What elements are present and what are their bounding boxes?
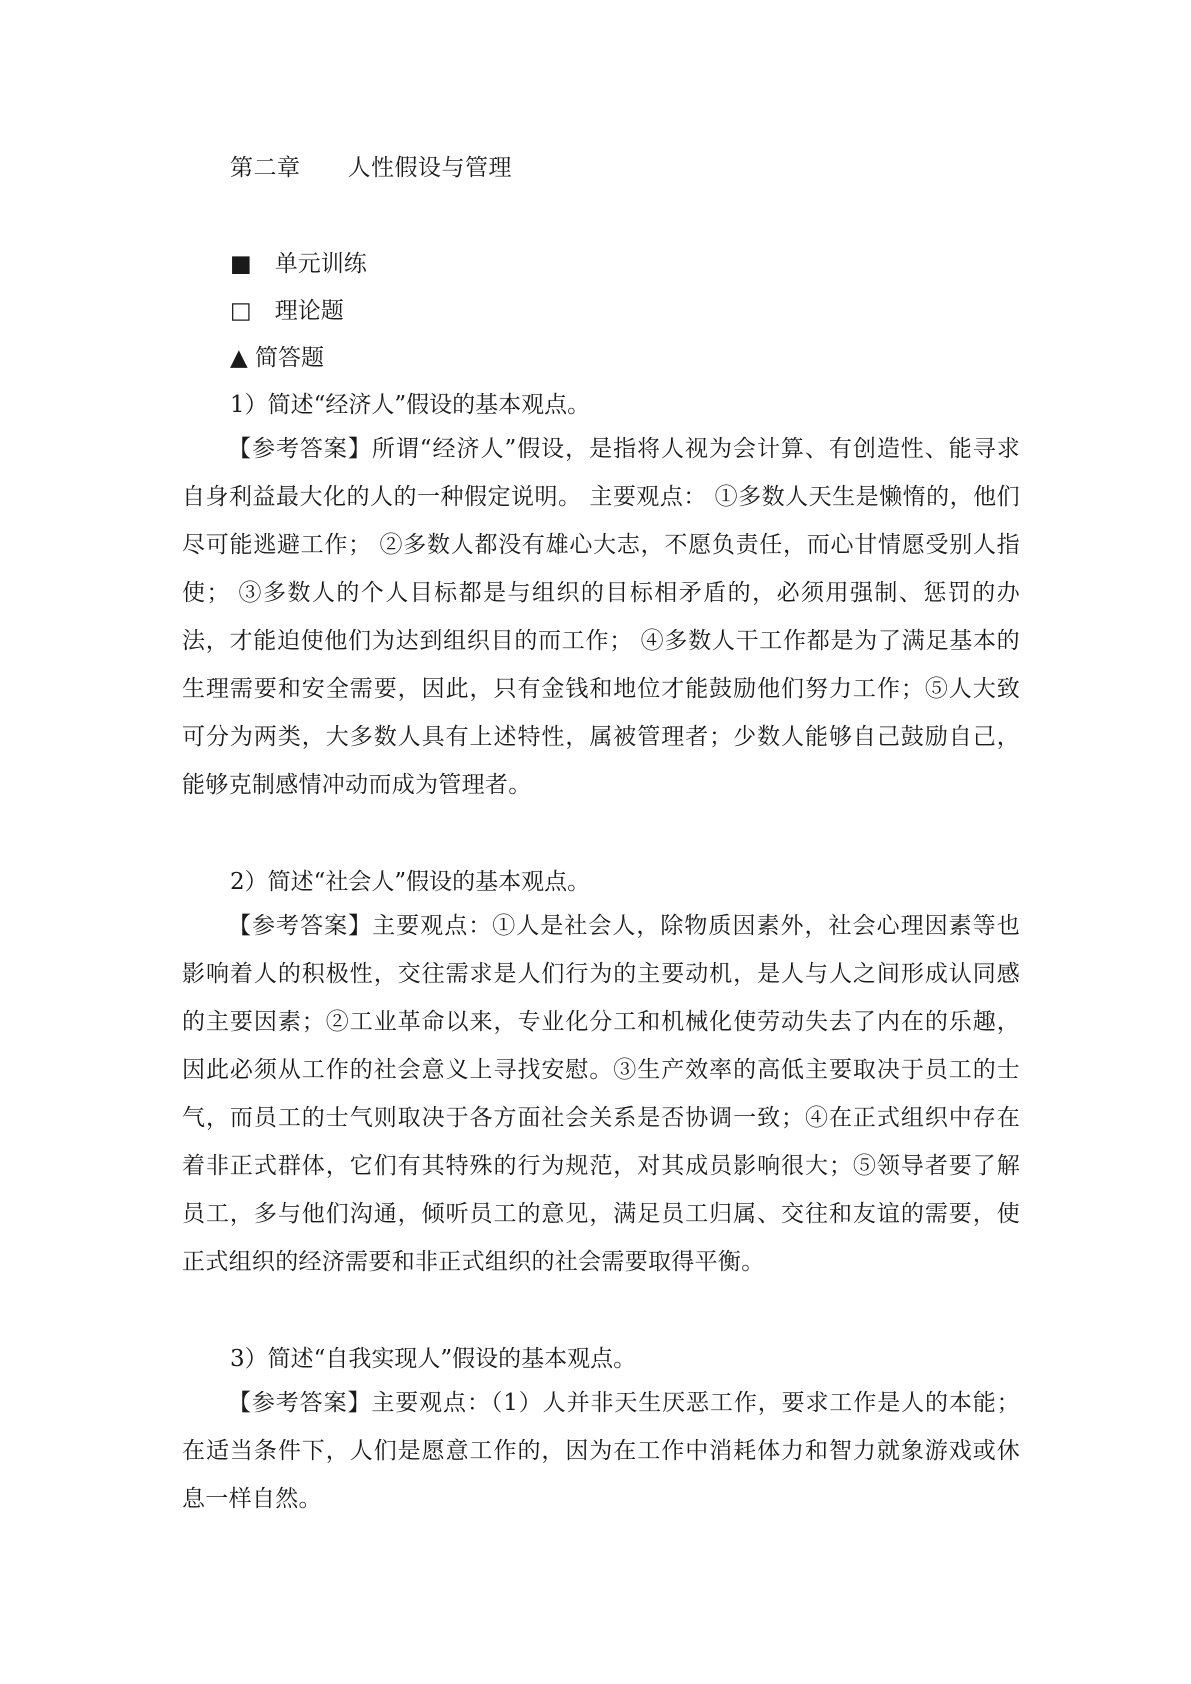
outline-unit-training: ■ 单元训练	[230, 251, 367, 277]
answer-3	[182, 1379, 1020, 1523]
answer-2-label: 【参考答案】	[228, 913, 373, 939]
question-2: 2）简述“社会人”假设的基本观点。	[230, 869, 591, 895]
chapter-title: 第二章 人性假设与管理	[230, 155, 512, 181]
outline-theory: □ 理论题	[230, 298, 344, 324]
answer-2	[182, 902, 1020, 1286]
outline-short-answer: ▲ 简答题	[230, 345, 324, 371]
question-1: 1）简述“经济人”假设的基本观点。	[230, 392, 591, 418]
answer-1-label: 【参考答案】	[228, 436, 372, 462]
answer-3-label: 【参考答案】	[228, 1390, 372, 1416]
answer-1	[182, 425, 1020, 809]
answer-3-text: 主要观点：（1）人并非天生厌恶工作，要求工作是人的本能；在适当条件下，人们是愿意工作的，因为在工作中消耗体力和智力就象游戏或休息一样自然。	[182, 1390, 1020, 1512]
answer-1-text: 所谓“经济人”假设，是指将人视为会计算、有创造性、能寻求自身利益最大化的人的一种假定说明。 主要观点： ①多数人天生是懒惰的，他们尽可能逃避工作； ②多数人都没有雄心大志，不愿负责任，而心甘情愿受别人指使； ③多数人的个人目标都是与组织的目标相矛盾的，必须用强制、惩罚的办法，才能迫使他们为达到组织目的而工作； ④多数人干工作都是为了满足基本的生理需要和安全需要，因此，只有金钱和地位才能鼓励他们努力工作；⑤人大致可分为两类，大多数人具有上述特性，属被管理者；少数人能够自己鼓励自己，能够克制感情冲动而成为管理者。	[182, 436, 1020, 798]
answer-2-text: 主要观点：①人是社会人，除物质因素外，社会心理因素等也影响着人的积极性，交往需求是人们行为的主要动机，是人与人之间形成认同感的主要因素；②工业革命以来，专业化分工和机械化使劳动失去了内在的乐趣，因此必须从工作的社会意义上寻找安慰。③生产效率的高低主要取决于员工的士气，而员工的士气则取决于各方面社会关系是否协调一致；④在正式组织中存在着非正式群体，它们有其特殊的行为规范，对其成员影响很大；⑤领导者要了解员工，多与他们沟通，倾听员工的意见，满足员工归属、交往和友谊的需要，使正式组织的经济需要和非正式组织的社会需要取得平衡。	[182, 913, 1020, 1275]
question-3: 3）简述“自我实现人”假设的基本观点。	[230, 1346, 637, 1372]
